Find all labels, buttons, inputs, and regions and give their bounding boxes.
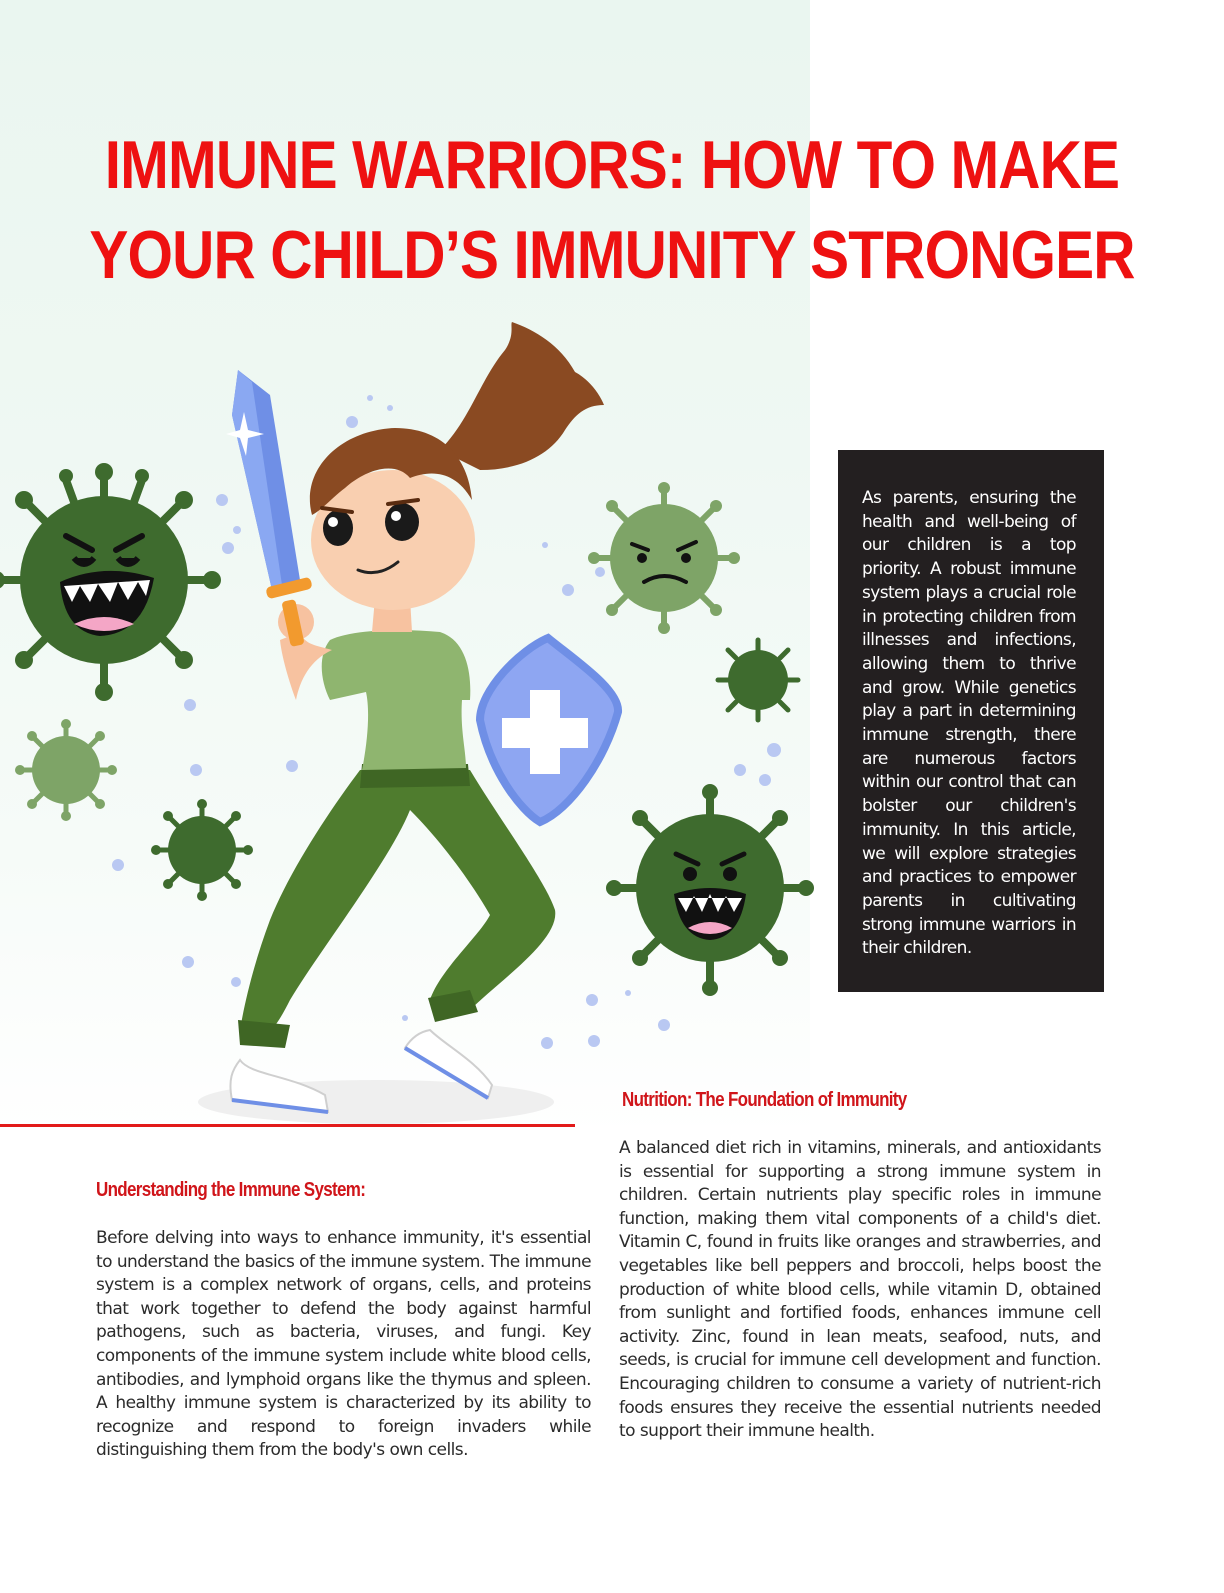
title-line-1: IMMUNE WARRIORS: HOW TO MAKE (104, 127, 1120, 203)
virus-icon-angry-right (606, 784, 814, 996)
virus-icon-small-right (718, 640, 798, 720)
section-divider (0, 1124, 575, 1127)
pants (240, 770, 555, 1045)
virus-icon-grumpy-right (588, 482, 740, 634)
ponytail (440, 322, 604, 470)
article-title (86, 120, 1139, 300)
title-line-2: YOUR CHILD’S IMMUNITY STRONGER (89, 217, 1135, 293)
girl-warrior-icon (0, 310, 820, 1130)
shield-with-cross-icon (480, 638, 618, 822)
body-understanding-immune-system: Before delving into ways to enhance immunity, it's essential to understand the basics of the immune system. The immune system is a complex network of organs, cells, and proteins that work together to defend the body against harmful pathogens, such as bacteria, viruses, and fungi. Key components of the immune system include white blood cells, antibodies, and lymphoid organs like the thymus and spleen. A healthy immune system is characterized by its ability to recognize and respond to foreign invaders while distinguishing them from the body's own cells. (96, 1228, 592, 1461)
heading-nutrition: Nutrition: The Foundation of Immunity (622, 1089, 907, 1111)
intro-text: As parents, ensuring the health and well-being of our children is a top priority. A robust immune system plays a crucial role in protecting children from illnesses and infections, allowing them to thrive and grow. While genetics play a part in determining immune strength, there are numerous factors within our control that can bolster our children's immunity. In this article, we will explore strategies and practices to empower parents in cultivating strong immune warriors in their children. (862, 488, 1076, 959)
virus-icon-small-left (15, 719, 117, 821)
heading-understanding-immune-system: Understanding the Immune System: (96, 1179, 366, 1201)
intro-box (838, 450, 1104, 992)
shirt (322, 630, 471, 770)
body-nutrition: A balanced diet rich in vitamins, minerals, and antioxidants is essential for supporting a strong immune system in children. Certain nutrients play specific roles in immune function, making them vital components of a child's diet. Vitamin C, found in fruits like oranges and strawberries, and vegetables like bell peppers and broccoli, helps boost the production of white blood cells, while vitamin D, obtained from sunlight and fortified foods, enhances immune cell activity. Zinc, found in lean meats, seafood, nuts, and seeds, is crucial for immune cell development and function. Encouraging children to consume a variety of nutrient-rich foods ensures they receive the essential nutrients needed to support their immune health. (619, 1138, 1101, 1442)
virus-icon-large-left (0, 463, 221, 701)
pants-cuff-left (238, 1020, 290, 1048)
virus-icon-dark-left (151, 799, 253, 901)
